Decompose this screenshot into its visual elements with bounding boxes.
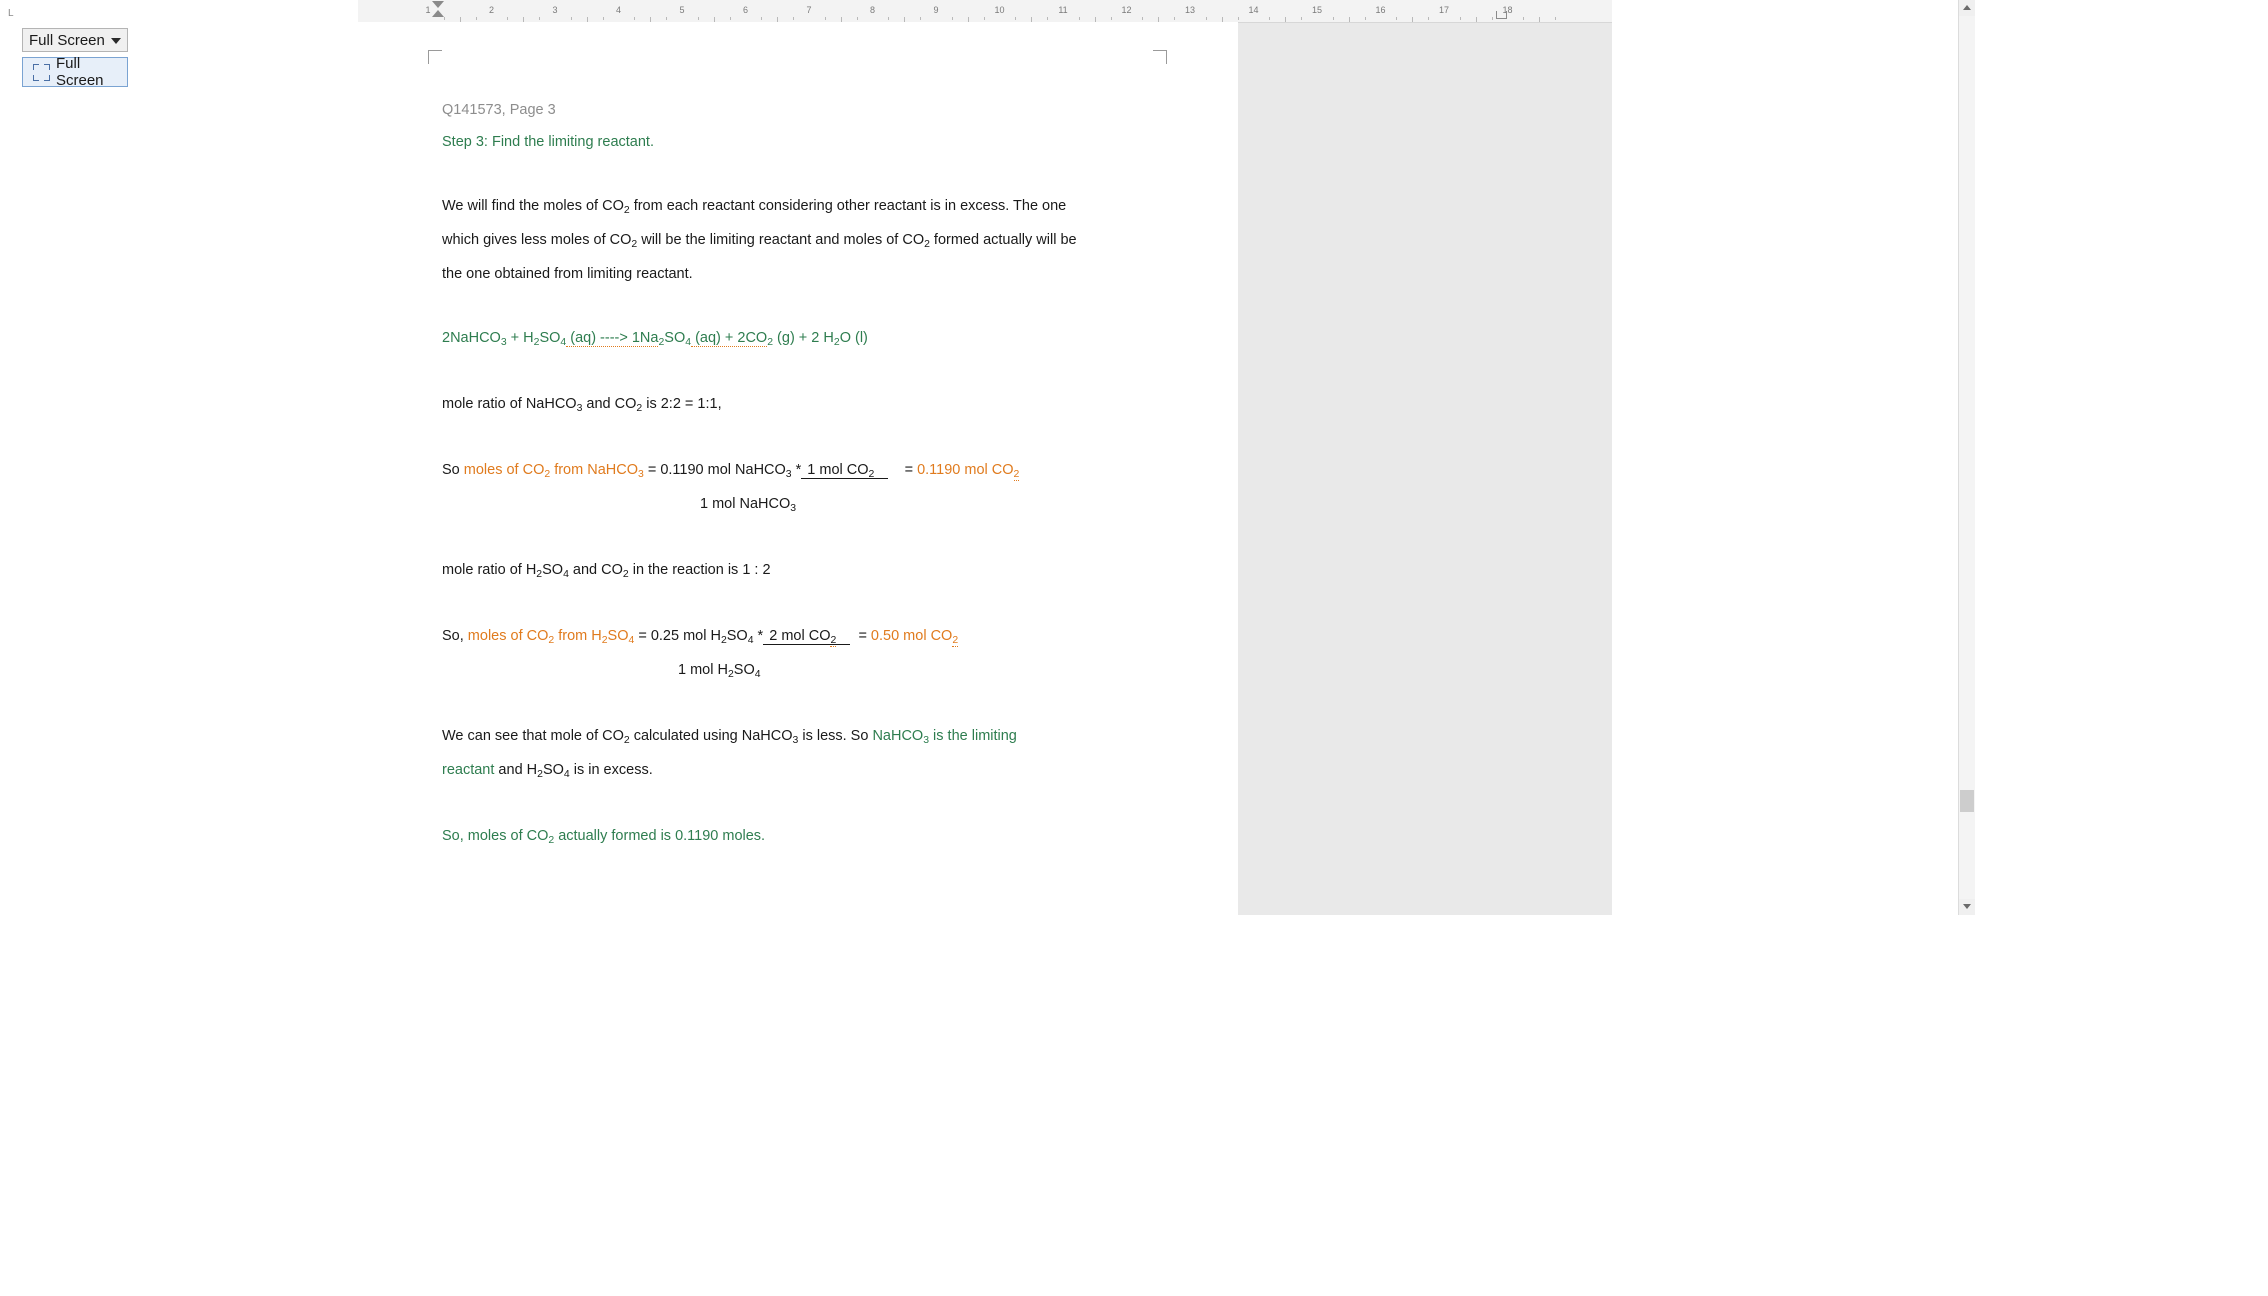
conclusion-line-1	[442, 720, 1172, 754]
ruler-tick	[857, 17, 858, 20]
spacer	[442, 356, 1172, 388]
conclusion-sub-1: 2	[623, 735, 630, 746]
intro-text-e: formed actually will be	[929, 232, 1077, 248]
ruler-number: 2	[488, 5, 495, 15]
ratio2-sub-a: 2	[536, 569, 543, 580]
ruler-number: 6	[742, 5, 749, 15]
sub-2: 2	[924, 239, 930, 250]
ruler-number: 10	[994, 5, 1005, 15]
vertical-scrollbar[interactable]	[1958, 0, 1975, 915]
calc2-result	[867, 628, 958, 644]
tab-stop-marker[interactable]: L	[8, 8, 14, 19]
calc2-orange-c: SO	[607, 628, 629, 644]
right-blank-pane	[1616, 0, 2268, 915]
scroll-up-icon[interactable]	[1959, 0, 1975, 16]
ruler-number: 15	[1311, 5, 1323, 15]
spacer	[442, 522, 1172, 554]
ruler-number: 18	[1502, 5, 1513, 15]
calc1-equals: =	[904, 462, 914, 478]
calc2-star: *	[753, 628, 764, 644]
ruler-number: 5	[679, 5, 685, 15]
ruler-tick	[444, 17, 445, 20]
ruler-tick	[1142, 17, 1143, 20]
chevron-down-icon[interactable]	[111, 38, 121, 44]
conclusion-a: We can see that mole of CO	[442, 728, 624, 744]
ruler-tick	[634, 17, 635, 20]
ruler-tick	[761, 17, 762, 20]
conclusion-green-sub: 3	[923, 735, 930, 746]
eq-part-7: (g) + 2 H	[773, 330, 834, 346]
intro-text-d: will be the limiting reactant and moles of CO	[637, 232, 925, 248]
eq-part-8: O (l)	[839, 330, 868, 346]
spacer	[442, 688, 1172, 720]
calc1-orange-sub2: 3	[638, 469, 644, 480]
ruler-tick	[920, 17, 921, 20]
ruler-tick	[825, 17, 826, 20]
ratio1-a: mole ratio of NaHCO	[442, 396, 577, 412]
calculation-2-line	[442, 620, 1172, 654]
ruler-number: 9	[933, 5, 939, 15]
calc1-result-sub: 2	[1013, 469, 1020, 480]
full-screen-button-label: Full Screen	[56, 55, 104, 89]
calc1-denominator-text: 1 mol NaHCO	[700, 496, 791, 512]
ruler-tick	[1349, 17, 1350, 22]
intro-text-a: We will find the moles of CO	[442, 198, 624, 214]
ratio2-b: SO	[542, 562, 564, 578]
ruler-tick	[1238, 17, 1239, 20]
mole-ratio-2	[442, 554, 1172, 588]
ruler-tick	[1412, 17, 1413, 22]
ruler-tick	[1015, 17, 1016, 20]
calc1-numerator-text: 1 mol CO	[803, 462, 869, 478]
calc2-orange-sub2: 2	[601, 635, 608, 646]
ratio1-b: and CO	[582, 396, 637, 412]
eq-sub-2: 2	[533, 337, 540, 348]
ruler-tick	[1428, 17, 1429, 20]
eq-sub-6: 2	[767, 337, 774, 348]
final-sub: 2	[548, 835, 555, 846]
ruler-tick	[1555, 17, 1556, 20]
ruler-tick	[1523, 17, 1524, 20]
conclusion-green-text: NaHCO	[872, 728, 924, 744]
calc2-equals: =	[858, 628, 867, 644]
scrollbar-thumb[interactable]	[1960, 790, 1974, 812]
calc1-denominator-sub: 3	[790, 503, 797, 514]
conclusion-line2-a: and H	[494, 762, 538, 778]
balanced-equation	[442, 322, 1172, 356]
eq-part-3: SO	[539, 330, 561, 346]
calc2-mid: = 0.25 mol H	[634, 628, 721, 644]
ruler-number: 12	[1121, 5, 1132, 15]
ruler-number: 1	[425, 5, 431, 15]
ruler-tick	[952, 17, 953, 20]
calc2-orange-sub: 2	[548, 635, 555, 646]
ruler-number: 14	[1248, 5, 1259, 15]
calc2-numerator-text: 2 mol CO	[765, 628, 831, 644]
ruler-tick	[1285, 17, 1286, 22]
full-screen-widget	[22, 28, 130, 87]
eq-part-1: 2NaHCO	[442, 330, 501, 346]
conclusion-b: calculated using NaHCO	[629, 728, 793, 744]
view-mode-dropdown[interactable]	[22, 28, 128, 52]
calc1-result-text: 0.1190 mol CO	[913, 462, 1014, 478]
conclusion-line2-c: is in excess.	[569, 762, 653, 778]
calc1-orange-b: from NaHCO	[550, 462, 638, 478]
calc2-mid2: SO	[726, 628, 748, 644]
bottom-blank-area	[0, 915, 2268, 1296]
calc2-denominator-sub: 2	[727, 669, 734, 680]
left-indent-marker[interactable]	[432, 10, 444, 17]
ruler-tick	[666, 17, 667, 20]
ruler-tick	[984, 17, 985, 20]
horizontal-ruler[interactable]	[358, 0, 1612, 23]
mole-ratio-1	[442, 388, 1172, 422]
ruler-tick	[507, 17, 508, 20]
calculation-1-line	[442, 454, 1172, 488]
eq-part-5: SO	[664, 330, 686, 346]
eq-sub-3: 4	[560, 337, 567, 348]
ruler-tick	[1047, 17, 1048, 20]
calc1-numerator	[801, 462, 888, 479]
eq-sub-1: 3	[500, 337, 507, 348]
calc1-star: *	[791, 462, 802, 478]
margin-corner-top-right	[1153, 50, 1167, 64]
sub-2: 2	[631, 239, 638, 250]
spacer	[442, 290, 1172, 322]
intro-paragraph-line-2	[442, 224, 1172, 258]
ratio2-d: in the reaction is 1 : 2	[628, 562, 771, 578]
intro-text-c: which gives less moles of CO	[442, 232, 632, 248]
ruler-tick	[1460, 17, 1461, 20]
intro-paragraph-line-1	[442, 190, 1172, 224]
fullscreen-expand-icon	[33, 64, 50, 81]
calculation-2-denominator	[442, 654, 1172, 688]
calc1-orange-a: moles of CO	[463, 462, 545, 478]
conclusion-line2-sub: 2	[537, 769, 543, 780]
ruler-number: 7	[806, 5, 812, 15]
full-screen-button[interactable]	[22, 57, 128, 87]
ruler-tick	[1476, 17, 1477, 22]
right-indent-marker[interactable]	[1496, 11, 1507, 19]
ruler-number: 11	[1058, 5, 1068, 15]
ruler-tick	[698, 17, 699, 20]
calc1-result	[913, 462, 1019, 478]
eq-part-2: + H	[506, 330, 534, 346]
left-blank-pane	[0, 0, 358, 915]
calc2-mid-sub: 2	[720, 635, 727, 646]
eq-sub-5: 4	[685, 337, 692, 348]
ruler-number: 8	[869, 5, 876, 15]
calc1-numerator-sub: 2	[868, 469, 875, 480]
conclusion-green-a	[872, 728, 1016, 744]
calc1-orange-sub: 2	[544, 469, 551, 480]
ruler-number: 17	[1438, 5, 1450, 15]
calc2-result-text: 0.50 mol CO	[866, 628, 953, 644]
final-a: So, moles of CO	[442, 828, 549, 844]
calc1-lead: So	[442, 462, 464, 478]
view-mode-dropdown-label: Full Screen	[29, 31, 105, 49]
calculation-1-denominator	[442, 488, 1172, 522]
eq-sub-4: 2	[658, 337, 665, 348]
conclusion-sub-2: 3	[792, 735, 799, 746]
document-window	[358, 0, 1612, 915]
calc2-mid-sub2: 4	[747, 635, 754, 646]
spacer	[442, 158, 1172, 190]
calc1-mid: = 0.1190 mol NaHCO	[643, 462, 786, 478]
spacer	[442, 788, 1172, 820]
spacer	[442, 588, 1172, 620]
final-answer	[442, 820, 1172, 854]
calc2-denominator-sub2: 4	[754, 669, 761, 680]
ruler-tick	[571, 17, 572, 20]
eq-sub-7: 2	[833, 337, 840, 348]
intro-paragraph-line-3: the one obtained from limiting reactant.	[442, 266, 693, 282]
ruler-tick	[1174, 17, 1175, 20]
conclusion-line2-b: SO	[542, 762, 564, 778]
ratio1-sub-b: 2	[636, 403, 643, 414]
conclusion-line2-sub2: 4	[563, 769, 570, 780]
ratio2-c: and CO	[568, 562, 623, 578]
document-page[interactable]	[358, 22, 1238, 915]
calc2-denominator-text: 1 mol H	[678, 662, 728, 678]
calc2-numerator	[763, 628, 850, 645]
scroll-down-icon[interactable]	[1959, 899, 1975, 915]
margin-corner-top-left	[428, 50, 442, 64]
ruler-tick	[1333, 17, 1334, 20]
calc1-orange-label	[464, 462, 644, 478]
conclusion-c: is less. So	[798, 728, 873, 744]
ruler-tick	[539, 17, 540, 20]
ruler-tick	[603, 17, 604, 20]
sub-2: 2	[623, 205, 630, 216]
conclusion-green-b: is the limiting	[929, 728, 1017, 744]
calc2-numerator-sub: 2	[830, 635, 837, 646]
final-b: actually formed is 0.1190 moles.	[554, 828, 766, 844]
eq-part-4: (aq) ----> 1Na	[566, 330, 659, 346]
calc1-mid-sub: 3	[785, 469, 792, 480]
ruler-tick	[793, 17, 794, 20]
conclusion-green-c: reactant	[442, 762, 495, 778]
ratio1-sub-a: 3	[576, 403, 583, 414]
ruler-tick	[888, 17, 889, 20]
ruler-number: 3	[552, 5, 558, 15]
ruler-tick	[1079, 17, 1080, 20]
intro-text-b: from each reactant considering other reactant is in excess. The one	[629, 198, 1067, 214]
ratio1-c: is 2:2 = 1:1,	[642, 396, 722, 412]
ruler-tick	[1111, 17, 1112, 20]
ruler-number: 13	[1184, 5, 1196, 15]
ruler-tick	[1365, 17, 1366, 20]
ruler-tick	[1396, 17, 1397, 20]
calc2-result-sub: 2	[952, 635, 959, 646]
ratio2-a: mole ratio of H	[442, 562, 537, 578]
first-line-indent-marker[interactable]	[432, 1, 444, 8]
calc2-orange-label	[468, 628, 635, 644]
ratio2-sub-c: 2	[622, 569, 629, 580]
eq-part-6: (aq) + 2CO	[691, 330, 768, 346]
ruler-tick	[1206, 17, 1207, 20]
ruler-tick	[1269, 17, 1270, 20]
ruler-number: 4	[615, 5, 622, 15]
ruler-tick	[476, 17, 477, 20]
calc2-denominator-text2: SO	[733, 662, 755, 678]
ruler-tick	[1539, 17, 1540, 22]
ruler-number: 16	[1375, 5, 1386, 15]
calc2-orange-sub3: 4	[628, 635, 635, 646]
calc2-orange-b: from H	[554, 628, 602, 644]
document-text-body[interactable]	[442, 94, 1172, 854]
document-header-line: Q141573, Page 3	[442, 102, 556, 118]
ratio2-sub-b: 4	[563, 569, 569, 580]
spacer	[442, 422, 1172, 454]
ruler-tick	[1301, 17, 1302, 20]
ruler-tick	[1492, 17, 1493, 20]
calc2-orange-a: moles of CO	[467, 628, 549, 644]
step-heading: Step 3: Find the limiting reactant.	[442, 134, 654, 150]
calc2-lead: So,	[442, 628, 468, 644]
ruler-tick	[730, 17, 731, 20]
ruler-track	[368, 5, 1606, 18]
conclusion-line-2	[442, 754, 1172, 788]
